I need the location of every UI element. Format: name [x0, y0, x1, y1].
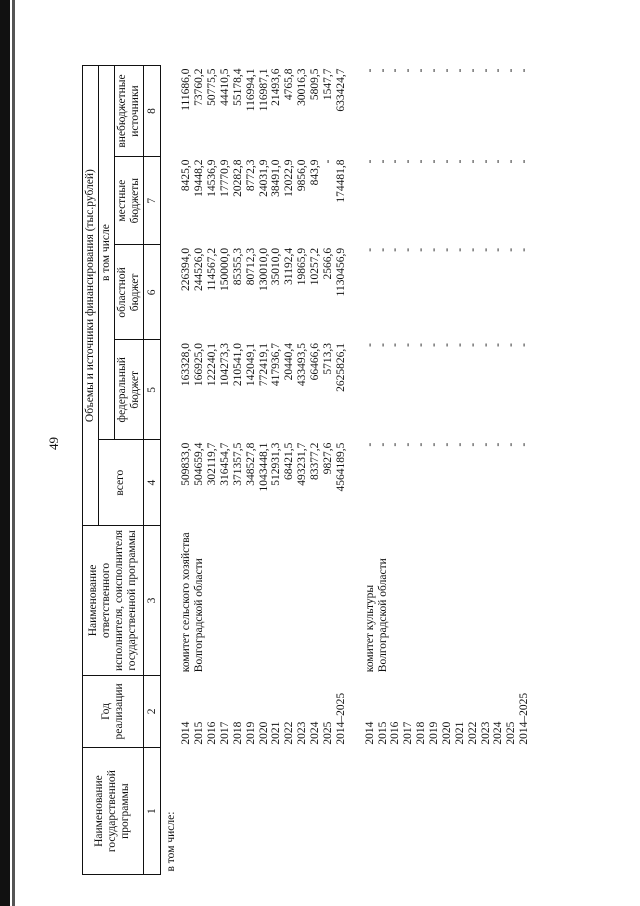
table-row: [467, 66, 480, 875]
program-name-cell: [377, 748, 390, 875]
federal-amount-cell: -: [389, 342, 402, 347]
table-row: [219, 66, 232, 875]
year-cell: 2020: [440, 721, 453, 745]
table-row: [206, 66, 219, 875]
local-amount-cell: -: [376, 159, 389, 164]
extra-amount-cell: 116987,1: [257, 68, 270, 112]
year-cell: 2017: [218, 721, 231, 745]
year-cell: 2014–2025: [334, 692, 347, 745]
regional-amount-cell: -: [428, 247, 440, 252]
program-name-cell: [258, 748, 271, 875]
table-row: [428, 66, 441, 875]
year-cell: 2024: [492, 721, 505, 745]
local-amount-cell: -: [321, 159, 334, 164]
local-amount-cell: 19448,2: [193, 159, 206, 197]
regional-amount-cell: 35010,0: [270, 247, 283, 286]
regional-amount-cell: 1130456,9: [334, 247, 347, 297]
extra-amount-cell: -: [518, 68, 531, 73]
local-amount-cell: 20282,8: [231, 159, 244, 197]
local-amount-cell: -: [518, 159, 531, 164]
total-amount-cell: -: [376, 442, 389, 447]
extra-amount-cell: 116994,1: [244, 68, 257, 112]
year-cell: 2021: [453, 721, 466, 745]
total-amount-cell: 302119,7: [206, 442, 218, 486]
header-financing-group: Объемы и источники финансирования (тыс.рублей): [83, 66, 99, 526]
table-row: [377, 66, 390, 875]
year-cell: 2023: [296, 721, 309, 745]
table-row: [296, 66, 309, 875]
table-row: [283, 66, 296, 875]
table-row: [232, 66, 245, 875]
year-cell: 2019: [244, 721, 257, 745]
extra-amount-cell: -: [415, 68, 428, 73]
extra-amount-cell: -: [440, 68, 453, 73]
regional-amount-cell: 130010,0: [257, 247, 270, 291]
regional-amount-cell: -: [415, 247, 428, 252]
executor-cell: комитет сельского хозяйства Волгоградской области: [180, 532, 206, 673]
table-row: [270, 66, 283, 875]
total-amount-cell: 316454,7: [218, 442, 231, 486]
year-cell: 2022: [283, 721, 296, 745]
regional-amount-cell: -: [389, 247, 402, 252]
federal-amount-cell: -: [466, 342, 479, 347]
program-name-cell: [283, 748, 296, 875]
program-name-cell: [480, 748, 493, 875]
table-row: [309, 66, 322, 875]
local-amount-cell: -: [453, 159, 466, 164]
program-name-cell: [467, 748, 480, 875]
year-cell: 2024: [309, 721, 321, 745]
program-name-cell: [454, 748, 467, 875]
program-name-cell: [270, 748, 283, 875]
federal-amount-cell: 66466,6: [309, 342, 321, 381]
total-amount-cell: 4564189,5: [334, 442, 347, 492]
total-amount-cell: 68421,5: [283, 442, 296, 481]
table-row: [322, 66, 335, 875]
header-regional: областной бюджет: [114, 245, 143, 340]
federal-amount-cell: -: [518, 342, 531, 347]
extra-amount-cell: -: [505, 68, 518, 73]
extra-amount-cell: -: [453, 68, 466, 73]
program-name-cell: [364, 748, 377, 875]
total-amount-cell: -: [428, 442, 440, 447]
year-cell: 2017: [402, 721, 415, 745]
federal-amount-cell: 122240,1: [206, 342, 218, 387]
total-amount-cell: -: [363, 442, 376, 447]
table-row: [518, 66, 531, 875]
federal-amount-cell: -: [479, 342, 492, 347]
header-year: Год реализации: [83, 675, 144, 747]
program-name-cell: [492, 748, 505, 875]
regional-amount-cell: 244526,0: [193, 247, 206, 291]
federal-amount-cell: -: [505, 342, 518, 347]
header-total: всего: [98, 440, 143, 526]
scan-edge-line: [12, 0, 15, 906]
local-amount-cell: -: [428, 159, 440, 164]
total-amount-cell: 493231,7: [296, 442, 309, 486]
table-row: [389, 66, 402, 875]
program-name-cell: [402, 748, 415, 875]
financing-table: [82, 65, 531, 875]
regional-amount-cell: -: [492, 247, 505, 252]
program-name-cell: [245, 748, 258, 875]
total-amount-cell: -: [492, 442, 505, 447]
local-amount-cell: 14536,9: [206, 159, 218, 197]
extra-amount-cell: 50775,5: [206, 68, 218, 106]
extra-amount-cell: 73760,2: [193, 68, 206, 106]
regional-amount-cell: -: [518, 247, 531, 252]
regional-amount-cell: 85355,3: [231, 247, 244, 286]
total-amount-cell: -: [505, 442, 518, 447]
program-name-cell: [335, 748, 348, 875]
extra-amount-cell: 1547,7: [321, 68, 334, 101]
year-cell: 2014–2025: [518, 692, 531, 745]
federal-amount-cell: -: [453, 342, 466, 347]
federal-amount-cell: 163328,0: [180, 342, 193, 387]
program-name-cell: [428, 748, 441, 875]
table-row: [364, 66, 377, 875]
extra-amount-cell: -: [492, 68, 505, 73]
table-row: [245, 66, 258, 875]
regional-amount-cell: 150000,0: [218, 247, 231, 291]
year-cell: 2018: [415, 721, 428, 745]
federal-amount-cell: 20440,4: [283, 342, 296, 381]
extra-amount-cell: 21493,6: [270, 68, 283, 106]
year-cell: 2025: [505, 721, 518, 745]
local-amount-cell: -: [440, 159, 453, 164]
total-amount-cell: -: [402, 442, 415, 447]
local-amount-cell: 24031,9: [257, 159, 270, 197]
regional-amount-cell: 226394,0: [180, 247, 193, 291]
col-number: 6: [143, 245, 161, 340]
federal-amount-cell: -: [376, 342, 389, 347]
federal-amount-cell: -: [428, 342, 440, 347]
federal-amount-cell: 5713,3: [321, 342, 334, 375]
federal-amount-cell: 210541,0: [231, 342, 244, 387]
header-executor: Наименование ответственного исполнителя, соисполнителя государственной программы: [83, 526, 144, 675]
table-row: [180, 66, 193, 875]
total-amount-cell: -: [479, 442, 492, 447]
total-amount-cell: -: [518, 442, 531, 447]
regional-amount-cell: 19865,9: [296, 247, 309, 286]
local-amount-cell: -: [389, 159, 402, 164]
program-name-cell: [518, 748, 531, 875]
federal-amount-cell: 772419,1: [257, 342, 270, 387]
extra-amount-cell: 30016,3: [296, 68, 309, 106]
regional-amount-cell: -: [402, 247, 415, 252]
header-program-name: Наименование государственной программы: [83, 748, 144, 875]
table-row: [441, 66, 454, 875]
year-cell: 2022: [466, 721, 479, 745]
total-amount-cell: 504659,4: [193, 442, 206, 486]
scan-edge-shadow: [0, 0, 10, 906]
header-federal: федеральный бюджет: [114, 340, 143, 440]
local-amount-cell: -: [402, 159, 415, 164]
program-name-cell: [206, 748, 219, 875]
federal-amount-cell: 166925,0: [193, 342, 206, 387]
program-name-cell: [309, 748, 322, 875]
federal-amount-cell: -: [363, 342, 376, 347]
regional-amount-cell: -: [453, 247, 466, 252]
table-row: [505, 66, 518, 875]
program-name-cell: [193, 748, 206, 875]
regional-amount-cell: 31192,4: [283, 247, 296, 285]
federal-amount-cell: -: [492, 342, 505, 347]
program-name-cell: [441, 748, 454, 875]
table-row: [258, 66, 271, 875]
local-amount-cell: -: [505, 159, 518, 164]
table-row: [492, 66, 505, 875]
table-row: [415, 66, 428, 875]
regional-amount-cell: -: [363, 247, 376, 252]
extra-amount-cell: -: [402, 68, 415, 73]
total-amount-cell: 512931,3: [270, 442, 283, 486]
local-amount-cell: 9856,0: [296, 159, 309, 192]
extra-amount-cell: 633424,7: [334, 68, 347, 112]
extra-amount-cell: -: [389, 68, 402, 73]
extra-amount-cell: 55178,4: [231, 68, 244, 106]
program-name-cell: [219, 748, 232, 875]
total-amount-cell: 371357,5: [231, 442, 244, 486]
regional-amount-cell: -: [505, 247, 518, 252]
federal-amount-cell: 104273,3: [218, 342, 231, 387]
federal-amount-cell: 417936,7: [270, 342, 283, 387]
col-number: 7: [143, 157, 161, 245]
program-name-cell: [415, 748, 428, 875]
col-number: 4: [143, 440, 161, 526]
including-label: в том числе:: [165, 811, 178, 872]
col-number: 2: [143, 675, 161, 747]
table-row: [454, 66, 467, 875]
extra-amount-cell: 111686,0: [180, 68, 193, 111]
federal-amount-cell: -: [440, 342, 453, 347]
year-cell: 2020: [257, 721, 270, 745]
extra-amount-cell: 4765,8: [283, 68, 296, 101]
year-cell: 2014: [180, 721, 193, 745]
federal-amount-cell: -: [402, 342, 415, 347]
table-row: [480, 66, 493, 875]
rotated-table-sheet: [82, 65, 612, 875]
block-spacer: [348, 66, 364, 875]
extra-amount-cell: 44410,5: [218, 68, 231, 106]
program-name-cell: [180, 748, 193, 875]
local-amount-cell: 843,9: [309, 159, 321, 186]
total-amount-cell: 83377,2: [309, 442, 321, 481]
regional-amount-cell: -: [479, 247, 492, 252]
year-cell: 2015: [376, 721, 389, 745]
program-name-cell: [505, 748, 518, 875]
local-amount-cell: -: [492, 159, 505, 164]
local-amount-cell: 8772,3: [244, 159, 257, 192]
program-name-cell: [322, 748, 335, 875]
total-amount-cell: 509833,0: [180, 442, 193, 486]
total-amount-cell: 1043448,1: [257, 442, 270, 492]
regional-amount-cell: 2566,6: [321, 247, 334, 280]
header-including: в том числе: [98, 66, 114, 440]
extra-amount-cell: -: [428, 68, 440, 73]
local-amount-cell: 17770,9: [218, 159, 231, 197]
extra-amount-cell: -: [466, 68, 479, 73]
year-cell: 2018: [231, 721, 244, 745]
federal-amount-cell: 433493,5: [296, 342, 309, 387]
local-amount-cell: 12022,9: [283, 159, 296, 197]
program-name-cell: [232, 748, 245, 875]
total-amount-cell: -: [453, 442, 466, 447]
total-amount-cell: 348527,8: [244, 442, 257, 486]
header-local: местные бюджеты: [114, 157, 143, 245]
regional-amount-cell: 80712,3: [244, 247, 257, 286]
extra-amount-cell: -: [479, 68, 492, 73]
regional-amount-cell: -: [440, 247, 453, 252]
regional-amount-cell: -: [466, 247, 479, 252]
executor-cell: комитет культуры Волгоградской области: [363, 558, 389, 673]
extra-amount-cell: 5809,5: [309, 68, 321, 101]
local-amount-cell: 174481,8: [334, 159, 347, 203]
table-row: [335, 66, 348, 875]
year-cell: 2019: [428, 721, 440, 745]
extra-amount-cell: -: [376, 68, 389, 73]
year-cell: 2021: [270, 721, 283, 745]
table-body: [161, 66, 531, 875]
local-amount-cell: -: [479, 159, 492, 164]
program-name-cell: [389, 748, 402, 875]
table-row: [402, 66, 415, 875]
total-amount-cell: -: [440, 442, 453, 447]
year-cell: 2015: [193, 721, 206, 745]
header-extra: внебюджетные источники: [114, 66, 143, 157]
federal-amount-cell: 142049,1: [244, 342, 257, 387]
total-amount-cell: -: [389, 442, 402, 447]
extra-amount-cell: -: [363, 68, 376, 73]
federal-amount-cell: 2625826,1: [334, 342, 347, 392]
regional-amount-cell: 10257,2: [309, 247, 321, 286]
federal-amount-cell: -: [415, 342, 428, 347]
col-number: 5: [143, 340, 161, 440]
col-number: 1: [143, 748, 161, 875]
local-amount-cell: 38491,0: [270, 159, 283, 197]
regional-amount-cell: -: [376, 247, 389, 252]
year-cell: 2014: [363, 721, 376, 745]
year-cell: 2016: [206, 721, 218, 745]
page-number: 49: [46, 437, 61, 450]
col-number: 8: [143, 66, 161, 157]
table-row: [193, 66, 206, 875]
total-amount-cell: -: [466, 442, 479, 447]
regional-amount-cell: 114567,2: [206, 247, 218, 291]
year-cell: 2025: [321, 721, 334, 745]
local-amount-cell: -: [415, 159, 428, 164]
total-amount-cell: -: [415, 442, 428, 447]
year-cell: 2023: [479, 721, 492, 745]
local-amount-cell: 8425,0: [180, 159, 193, 192]
total-amount-cell: 9827,6: [321, 442, 334, 475]
col-number: 3: [143, 526, 161, 675]
local-amount-cell: -: [363, 159, 376, 164]
program-name-cell: [296, 748, 309, 875]
local-amount-cell: -: [466, 159, 479, 164]
year-cell: 2016: [389, 721, 402, 745]
